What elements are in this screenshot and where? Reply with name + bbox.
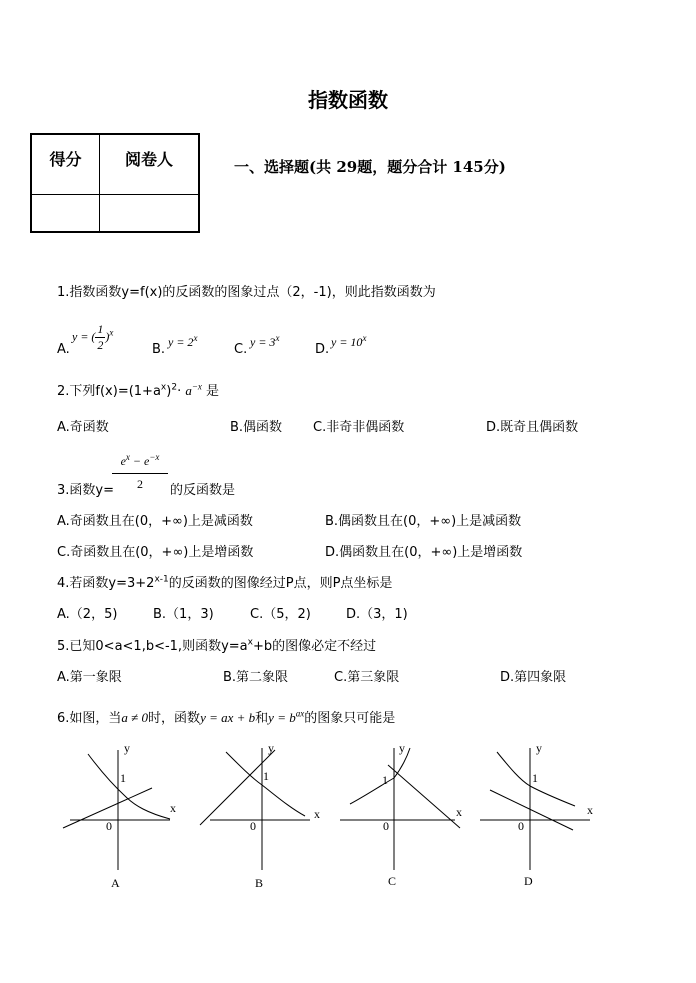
q3-denominator: 2	[137, 477, 143, 491]
graph-b-label: B	[255, 876, 264, 890]
graph-d	[480, 748, 590, 870]
graph-b-line	[200, 750, 275, 825]
graph-a-x-label: x	[170, 801, 176, 815]
q5-option-a: A.第一象限	[57, 670, 122, 685]
score-table	[30, 133, 200, 233]
section-heading: 一、选择题(共 29题，题分合计 145分)	[234, 158, 506, 176]
question-5-stem: 5.已知0<a<1,b<-1,则函数$y=a^x+b$的图像必定不经过	[57, 637, 377, 654]
q1-option-b-label: B.	[152, 342, 166, 357]
q6-graphs	[0, 740, 696, 960]
q6-exponential: $y = b^{ax}$	[268, 708, 305, 725]
graph-b-y-label: y	[268, 741, 274, 755]
question-2-stem: 2.下列$f(x)=(1+a^x)^2\cdot a^{-x}$ 是	[57, 381, 220, 399]
graph-d-x-label: x	[587, 803, 593, 817]
q1-option-b-expr: $y = 2^x$	[168, 333, 198, 349]
score-header: 得分	[31, 134, 100, 195]
q2-option-a: A.奇函数	[57, 420, 109, 435]
q1-option-d-expr: $y = 10^x$	[331, 333, 367, 349]
graph-c-line	[388, 765, 460, 828]
question-6-stem: 6.如图，当a ≠ 0时，函数y = ax + b和$y = b^{ax}$的图象只可能是	[57, 708, 396, 726]
q2-option-b: B.偶函数	[230, 420, 283, 435]
q1-option-d-label: D.	[315, 342, 330, 357]
q1-option-c-label: C.	[234, 342, 248, 357]
graph-c-origin: 0	[383, 819, 389, 833]
q1-option-a-label: A.	[57, 342, 70, 357]
graph-b-origin: 0	[250, 819, 256, 833]
q5-option-d: D.第四象限	[500, 670, 567, 685]
q3-numerator: $e^x - e^{-x}$	[112, 452, 168, 474]
q4-option-a: A.（2，5)	[57, 607, 118, 622]
graph-c-label: C	[388, 874, 397, 888]
graph-b	[200, 748, 310, 870]
graph-d-origin: 0	[518, 819, 524, 833]
q5-option-c: C.第三象限	[334, 670, 400, 685]
graph-a-label: A	[111, 876, 120, 890]
q3-option-d: D.偶函数且在(0，+∞)上是增函数	[325, 545, 523, 560]
graph-c	[340, 748, 460, 870]
graph-a	[63, 750, 170, 870]
q3-option-a: A.奇函数且在(0，+∞)上是减函数	[57, 514, 253, 529]
graph-a-one-label: 1	[120, 771, 126, 785]
graph-b-x-label: x	[314, 807, 320, 821]
graph-d-line	[490, 790, 573, 830]
question-3-stem-pre: 3.函数y=	[57, 483, 114, 498]
q4-option-c: C.（5，2)	[250, 607, 311, 622]
graph-d-y-label: y	[536, 741, 542, 755]
q4-option-b: B.（1，3)	[153, 607, 214, 622]
graph-a-y-label: y	[124, 741, 130, 755]
graph-a-exp-curve	[88, 754, 170, 819]
score-cell[interactable]	[31, 195, 100, 233]
q3-option-c: C.奇函数且在(0，+∞)上是增函数	[57, 545, 254, 560]
graph-a-origin: 0	[106, 819, 112, 833]
q3-fraction	[112, 452, 168, 492]
grader-header: 阅卷人	[100, 134, 199, 195]
graph-b-one-label: 1	[263, 769, 269, 783]
graph-d-one-label: 1	[532, 771, 538, 785]
q3-option-b: B.偶函数且在(0，+∞)上是减函数	[325, 514, 522, 529]
q4-option-d: D.（3，1)	[346, 607, 408, 622]
question-1-stem: 1.指数函数y=f(x)的反函数的图象过点（2，-1)，则此指数函数为	[57, 285, 436, 300]
graph-c-x-label: x	[456, 805, 462, 819]
question-4-stem: 4.若函数$y=3+2^{x-1}$的反函数的图像经过P点，则P点坐标是	[57, 574, 393, 591]
q2-option-d: D.既奇且偶函数	[486, 420, 579, 435]
grader-cell[interactable]	[100, 195, 199, 233]
page-title: 指数函数	[308, 88, 388, 112]
graph-c-one-label: 1	[382, 773, 388, 787]
q2-option-c: C.非奇非偶函数	[313, 420, 405, 435]
q5-option-b: B.第二象限	[223, 670, 289, 685]
q1-option-c-expr: $y = 3^x$	[250, 333, 280, 349]
graph-d-label: D	[524, 874, 533, 888]
q1-option-a-expr: y = ( $\frac{1}{2}$ )$^x$	[72, 322, 114, 352]
graph-b-exp-curve	[226, 752, 305, 816]
graph-c-y-label: y	[399, 741, 405, 755]
question-3-stem-post: 的反函数是	[170, 483, 236, 498]
